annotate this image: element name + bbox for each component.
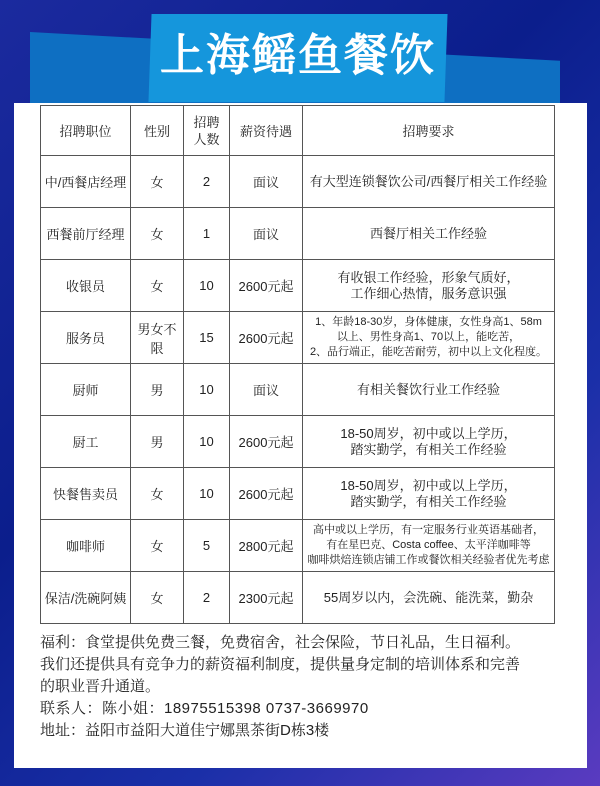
cell-requirements bbox=[303, 468, 555, 520]
requirement-line: 有大型连锁餐饮公司/西餐厅相关工作经验 bbox=[309, 173, 548, 189]
cell-requirements bbox=[303, 572, 555, 624]
cell-count: 5 bbox=[184, 520, 230, 572]
cell-gender: 女 bbox=[131, 468, 184, 520]
cell-requirements bbox=[303, 156, 555, 208]
cell-gender: 女 bbox=[131, 156, 184, 208]
page-title: 上海鳐鱼餐饮 bbox=[160, 31, 436, 80]
cell-salary: 面议 bbox=[230, 364, 303, 416]
cell-position: 西餐前厅经理 bbox=[41, 208, 131, 260]
table-row bbox=[41, 416, 555, 468]
address-text: 地址：益阳市益阳大道佳宁娜黑茶街D栋3楼 bbox=[40, 722, 330, 739]
cell-count: 1 bbox=[184, 208, 230, 260]
cell-salary: 2600元起 bbox=[230, 312, 303, 364]
cell-position: 保洁/洗碗阿姨 bbox=[41, 572, 131, 624]
cell-salary: 2600元起 bbox=[230, 416, 303, 468]
cell-position: 咖啡师 bbox=[41, 520, 131, 572]
header-count bbox=[184, 106, 230, 156]
cell-salary: 2600元起 bbox=[230, 260, 303, 312]
cell-position: 中/西餐店经理 bbox=[41, 156, 131, 208]
cell-salary: 2300元起 bbox=[230, 572, 303, 624]
cell-requirements bbox=[303, 364, 555, 416]
header-salary: 薪资待遇 bbox=[230, 106, 303, 156]
table-row bbox=[41, 208, 555, 260]
cell-salary: 2600元起 bbox=[230, 468, 303, 520]
table-row bbox=[41, 572, 555, 624]
requirement-line: 55周岁以内，会洗碗、能洗菜，勤杂 bbox=[323, 589, 534, 605]
cell-gender: 男女不限 bbox=[131, 312, 184, 364]
cell-gender: 女 bbox=[131, 520, 184, 572]
cell-requirements bbox=[303, 260, 555, 312]
requirement-line: 踏实勤学，有相关工作经验 bbox=[350, 441, 507, 457]
cell-gender: 男 bbox=[131, 364, 184, 416]
cell-position: 收银员 bbox=[41, 260, 131, 312]
cell-count: 15 bbox=[184, 312, 230, 364]
table-row bbox=[41, 312, 555, 364]
cell-count: 10 bbox=[184, 260, 230, 312]
table-row bbox=[41, 364, 555, 416]
table-row bbox=[41, 260, 555, 312]
extra-benefits-text-2: 的职业晋升通道。 bbox=[40, 678, 161, 695]
requirement-line: 高中或以上学历，有一定服务行业英语基础者， bbox=[313, 524, 544, 536]
cell-count: 2 bbox=[184, 572, 230, 624]
cell-count: 2 bbox=[184, 156, 230, 208]
requirement-line: 踏实勤学，有相关工作经验 bbox=[350, 493, 507, 509]
requirement-line: 有收银工作经验，形象气质好， bbox=[337, 269, 520, 285]
cell-requirements bbox=[303, 312, 555, 364]
requirement-line: 咖啡烘焙连锁店铺工作或餐饮相关经验者优先考虑 bbox=[307, 554, 550, 566]
requirement-line: 1、年龄18-30岁，身体健康，女性身高1、58m bbox=[315, 316, 542, 328]
cell-requirements bbox=[303, 208, 555, 260]
cell-salary: 面议 bbox=[230, 156, 303, 208]
requirement-line: 工作细心热情，服务意识强 bbox=[350, 285, 507, 301]
cell-gender: 女 bbox=[131, 260, 184, 312]
table-row bbox=[41, 520, 555, 572]
cell-gender: 女 bbox=[131, 208, 184, 260]
table-row bbox=[41, 468, 555, 520]
requirement-line: 有相关餐饮行业工作经验 bbox=[356, 381, 500, 397]
table-row bbox=[41, 156, 555, 208]
requirement-line: 18-50周岁，初中或以上学历， bbox=[340, 425, 517, 441]
cell-gender: 男 bbox=[131, 416, 184, 468]
requirement-line: 2、品行端正，能吃苦耐劳，初中以上文化程度。 bbox=[309, 346, 548, 358]
cell-position: 服务员 bbox=[41, 312, 131, 364]
requirement-line: 有在星巴克、Costa coffee、太平洋咖啡等 bbox=[326, 539, 531, 551]
requirement-line: 西餐厅相关工作经验 bbox=[369, 225, 487, 241]
header-requirements: 招聘要求 bbox=[303, 106, 555, 156]
benefits-text: 福利：食堂提供免费三餐，免费宿舍，社会保险，节日礼品，生日福利。 bbox=[40, 634, 521, 651]
cell-position: 厨师 bbox=[41, 364, 131, 416]
cell-count: 10 bbox=[184, 364, 230, 416]
header-count-label: 招聘人数 bbox=[193, 114, 220, 147]
extra-benefits-text: 我们还提供具有竞争力的薪资福利制度，提供量身定制的培训体系和完善 bbox=[40, 656, 521, 673]
cell-salary: 2800元起 bbox=[230, 520, 303, 572]
cell-position: 快餐售卖员 bbox=[41, 468, 131, 520]
cell-requirements bbox=[303, 520, 555, 572]
requirement-line: 以上、男性身高1、70以上，能吃苦， bbox=[336, 331, 521, 343]
table-header-row bbox=[41, 106, 555, 156]
cell-requirements bbox=[303, 416, 555, 468]
cell-position: 厨工 bbox=[41, 416, 131, 468]
cell-gender: 女 bbox=[131, 572, 184, 624]
cell-salary: 面议 bbox=[230, 208, 303, 260]
requirement-line: 18-50周岁，初中或以上学历， bbox=[340, 477, 517, 493]
info-section bbox=[40, 632, 560, 742]
cell-count: 10 bbox=[184, 468, 230, 520]
header-gender: 性别 bbox=[131, 106, 184, 156]
header-position: 招聘职位 bbox=[41, 106, 131, 156]
contact-text: 联系人：陈小姐：18975515398 0737-3669970 bbox=[40, 700, 369, 717]
cell-count: 10 bbox=[184, 416, 230, 468]
jobs-table bbox=[40, 105, 555, 624]
